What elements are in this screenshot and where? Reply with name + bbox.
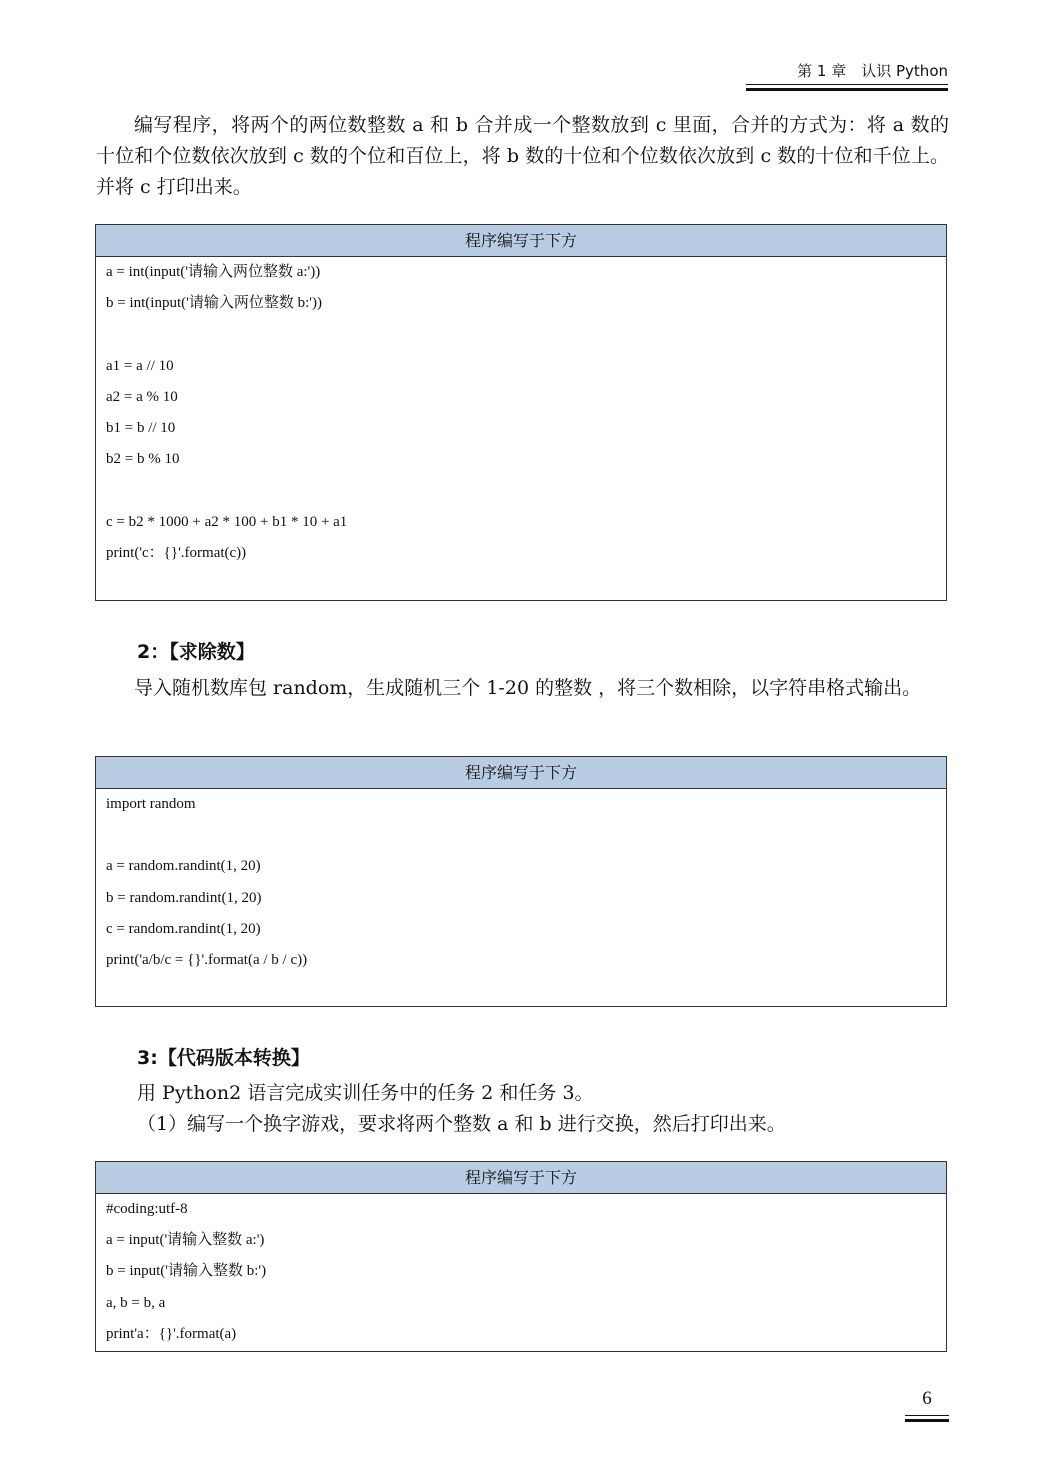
intro-paragraph: 编写程序，将两个的两位数整数 a 和 b 合并成一个整数放到 c 里面，合并的方式为：将 a 数的十位和个位数依次放到 c 数的个位和百位上，将 b 数的十位和个位数依次放到 c 数的十位和千位上。并将 c 打印出来。 <box>96 114 949 198</box>
code-line: a = input('请输入整数 a:') <box>106 1232 265 1249</box>
code-line: c = random.randint(1, 20) <box>106 920 261 937</box>
code-line: print('c：{}'.format(c)) <box>106 544 247 561</box>
code-line: a, b = b, a <box>106 1294 166 1311</box>
code-line: a = random.randint(1, 20) <box>106 858 261 875</box>
code-line: print('a/b/c = {}'.format(a / b / c)) <box>106 951 308 968</box>
header-rule-thin <box>746 84 948 85</box>
section-3-line-2: （1）编写一个换字游戏，要求将两个整数 a 和 b 进行交换，然后打印出来。 <box>137 1113 786 1135</box>
code-line: b1 = b // 10 <box>106 419 176 436</box>
running-header <box>746 60 948 81</box>
code-line <box>96 319 946 350</box>
code-line: b = random.randint(1, 20) <box>106 889 262 906</box>
chapter-title: 第 1 章 认识 Python <box>797 62 948 80</box>
code-line: b = int(input('请输入两位整数 b:')) <box>106 295 322 312</box>
code-box-header: 程序编写于下方 <box>96 757 946 789</box>
section-2-paragraph: 导入随机数库包 random，生成随机三个 1-20 的整数 ，将三个数相除，以字符串格式输出。 <box>134 677 922 699</box>
code-lines <box>96 1194 946 1350</box>
section-3-line-1: 用 Python2 语言完成实训任务中的任务 2 和任务 3。 <box>137 1082 594 1104</box>
page-number-text: 6 <box>922 1388 932 1409</box>
code-line: a1 = a // 10 <box>106 357 174 374</box>
code-line: b = input('请输入整数 b:') <box>106 1263 267 1280</box>
page-number-rule-thick <box>905 1419 949 1422</box>
code-box-2 <box>95 756 947 1007</box>
header-rule-thick <box>746 88 948 91</box>
code-line: #coding:utf-8 <box>106 1201 188 1217</box>
code-lines <box>96 789 946 976</box>
code-lines <box>96 257 946 569</box>
code-box-header: 程序编写于下方 <box>96 1162 946 1194</box>
code-line: c = b2 * 1000 + a2 * 100 + b1 * 10 + a1 <box>106 513 348 530</box>
page-number-rule-thin <box>905 1415 949 1416</box>
section-3-heading: 3:【代码版本转换】 <box>137 1047 310 1069</box>
code-line: b2 = b % 10 <box>106 451 180 468</box>
code-line: a = int(input('请输入两位整数 a:')) <box>106 264 321 280</box>
code-line <box>96 820 946 851</box>
page-number <box>905 1388 949 1410</box>
section-2-heading: 2：【求除数】 <box>137 641 255 663</box>
code-box-header: 程序编写于下方 <box>96 225 946 257</box>
code-line: import random <box>106 796 196 812</box>
code-box-3 <box>95 1161 947 1352</box>
code-box-1 <box>95 224 947 601</box>
code-line: print'a：{}'.format(a) <box>106 1325 237 1342</box>
code-line <box>96 475 946 506</box>
code-line: a2 = a % 10 <box>106 388 178 405</box>
